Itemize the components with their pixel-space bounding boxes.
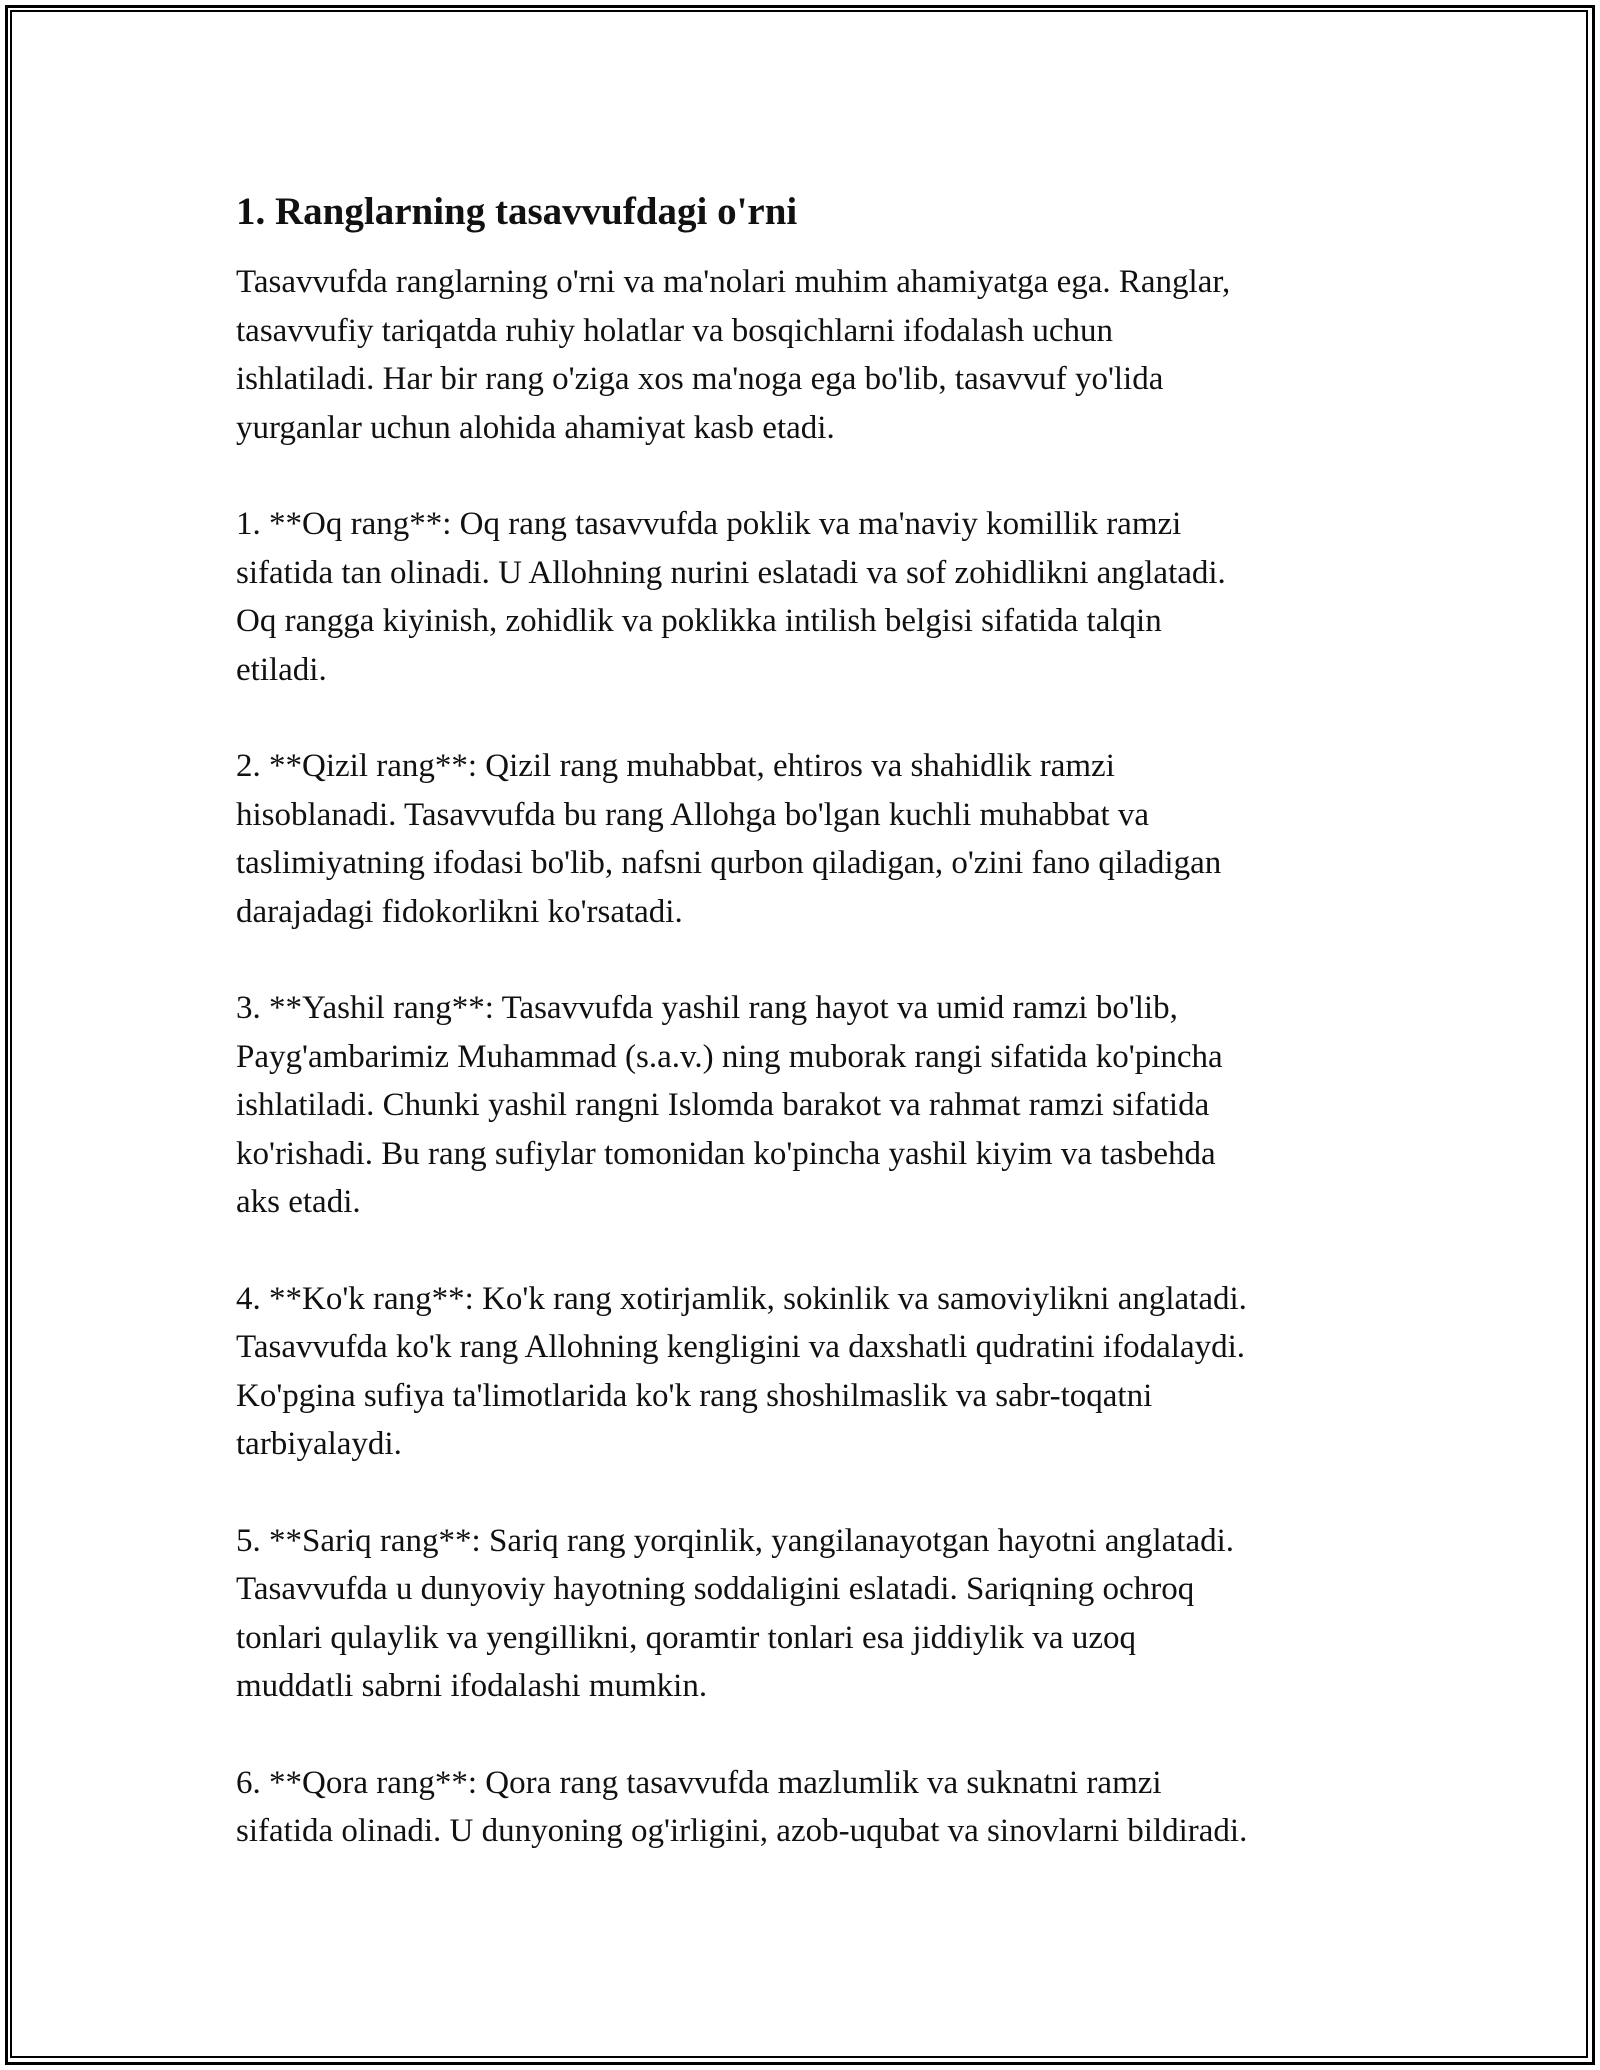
paragraph-line: Ko'pgina sufiya ta'limotlarida ko'k rang shoshilmaslik va sabr-toqatni (236, 1377, 1153, 1414)
paragraph-line: sifatida tan olinadi. U Allohning nurini eslatadi va sof zohidlikni anglatadi. (236, 554, 1226, 591)
paragraph-line: 4. **Ko'k rang**: Ko'k rang xotirjamlik, sokinlik va samoviylikni anglatadi. (236, 1280, 1247, 1317)
paragraph-line: 3. **Yashil rang**: Tasavvufda yashil rang hayot va umid ramzi bo'lib, (236, 990, 1178, 1026)
paragraph-line: sifatida olinadi. U dunyoning og'irligini, azob-uqubat va sinovlarni bildiradi. (236, 1813, 1248, 1849)
paragraph-line: 2. **Qizil rang**: Qizil rang muhabbat, ehtiros va shahidlik ramzi (236, 748, 1115, 784)
red-color-paragraph (236, 742, 1386, 936)
paragraph-line: etiladi. (236, 651, 327, 688)
black-color-paragraph (236, 1759, 1386, 1856)
paragraph-line: 6. **Qora rang**: Qora rang tasavvufda mazlumlik va suknatni ramzi (236, 1764, 1162, 1801)
white-color-paragraph (236, 500, 1386, 694)
paragraph-line: tonlari qulaylik va yengillikni, qoramtir tonlari esa jiddiylik va uzoq (236, 1619, 1136, 1656)
paragraph-line: aks etadi. (236, 1184, 361, 1220)
intro-paragraph (236, 258, 1386, 452)
paragraph-line: 1. **Oq rang**: Oq rang tasavvufda poklik va ma'naviy komillik ramzi (236, 506, 1182, 542)
paragraph-line: tasavvufiy tariqatda ruhiy holatlar va bosqichlarni ifodalash uchun (236, 312, 1113, 349)
paragraph-line: ko'rishadi. Bu rang sufiylar tomonidan ko'pincha yashil kiyim va tasbehda (236, 1135, 1216, 1172)
yellow-color-paragraph (236, 1517, 1386, 1711)
green-color-paragraph (236, 984, 1386, 1227)
paragraph-line: Tasavvufda ko'k rang Allohning kengligini va daxshatli qudratini ifodalaydi. (236, 1329, 1246, 1365)
paragraph-line: ishlatiladi. Har bir rang o'ziga xos ma'noga ega bo'lib, tasavvuf yo'lida (236, 361, 1164, 397)
paragraph-line: darajadagi fidokorlikni ko'rsatadi. (236, 893, 683, 930)
paragraph-line: Oq rangga kiyinish, zohidlik va poklikka intilish belgisi sifatida talqin (236, 603, 1162, 639)
paragraph-line: 5. **Sariq rang**: Sariq rang yorqinlik, yangilanayotgan hayotni anglatadi. (236, 1522, 1235, 1559)
section-heading: 1. Ranglarning tasavvufdagi o'rni (236, 190, 798, 233)
paragraph-line: muddatli sabrni ifodalashi mumkin. (236, 1668, 708, 1704)
paragraph-line: taslimiyatning ifodasi bo'lib, nafsni qurbon qiladigan, o'zini fano qiladigan (236, 845, 1222, 881)
blue-color-paragraph (236, 1275, 1386, 1469)
paragraph-line: Tasavvufda u dunyoviy hayotning soddaligini eslatadi. Sariqning ochroq (236, 1571, 1195, 1607)
document-body (236, 186, 1386, 1904)
paragraph-line: Tasavvufda ranglarning o'rni va ma'nolari muhim ahamiyatga ega. Ranglar, (236, 264, 1231, 300)
paragraph-line: hisoblanadi. Tasavvufda bu rang Allohga bo'lgan kuchli muhabbat va (236, 796, 1150, 833)
paragraph-line: yurganlar uchun alohida ahamiyat kasb etadi. (236, 409, 835, 446)
paragraph-line: tarbiyalaydi. (236, 1426, 402, 1462)
paragraph-line: ishlatiladi. Chunki yashil rangni Islomda barakot va rahmat ramzi sifatida (236, 1087, 1210, 1123)
paragraph-line: Payg'ambarimiz Muhammad (s.a.v.) ning muborak rangi sifatida ko'pincha (236, 1038, 1223, 1075)
